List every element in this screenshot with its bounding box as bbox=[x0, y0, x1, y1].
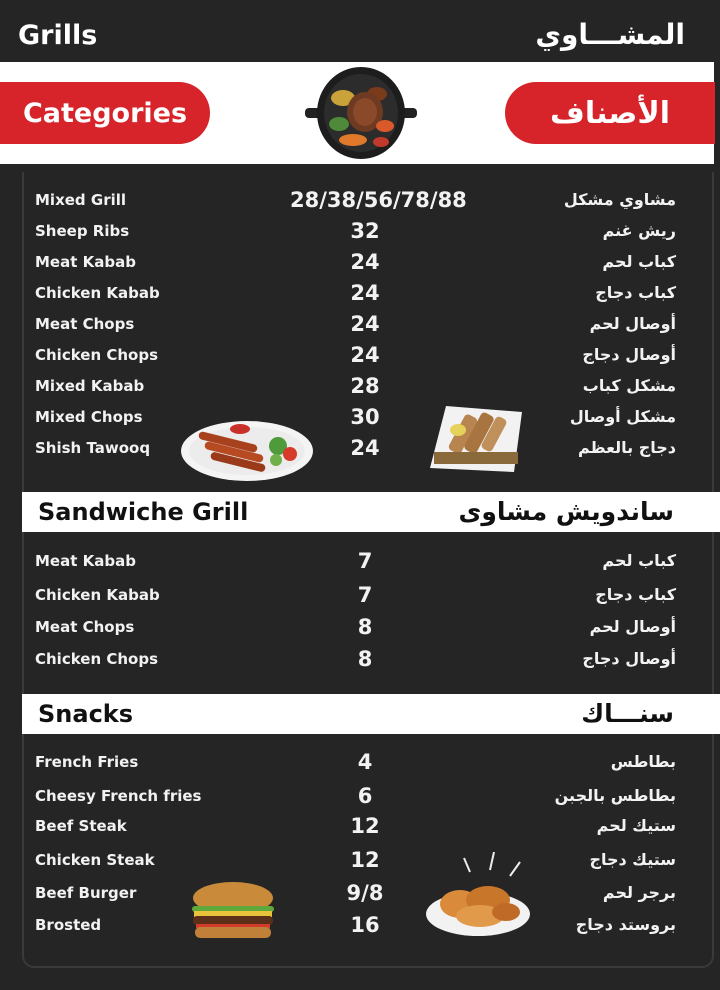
menu-row bbox=[0, 281, 720, 307]
section-title-en: Sandwiche Grill bbox=[38, 498, 249, 526]
item-price: 4 bbox=[357, 750, 373, 774]
menu-row bbox=[0, 615, 720, 641]
kabab-plate-image bbox=[180, 420, 314, 482]
item-name-ar: كباب لحم bbox=[602, 551, 676, 570]
categories-label-ar: الأصناف bbox=[550, 95, 670, 131]
item-price: 7 bbox=[357, 549, 373, 573]
item-name-en: Mixed Kabab bbox=[35, 377, 145, 395]
menu-row bbox=[0, 881, 720, 907]
item-price: 28 bbox=[350, 374, 380, 398]
item-price: 8 bbox=[357, 615, 373, 639]
menu-row bbox=[0, 913, 720, 939]
item-price: 7 bbox=[357, 583, 373, 607]
menu-row bbox=[0, 750, 720, 776]
item-name-en: Mixed Chops bbox=[35, 408, 143, 426]
item-name-en: Chicken Chops bbox=[35, 346, 159, 364]
item-name-ar: دجاج بالعظم bbox=[577, 438, 676, 457]
menu-row bbox=[0, 219, 720, 245]
chicken-skewer-image bbox=[428, 402, 524, 474]
item-name-ar: أوصال لحم bbox=[589, 314, 676, 333]
burger-image bbox=[186, 880, 280, 942]
item-price: 16 bbox=[350, 913, 380, 937]
item-name-ar: مشاوي مشكل bbox=[563, 190, 676, 209]
item-name-en: Meat Kabab bbox=[35, 253, 136, 271]
item-price: 12 bbox=[350, 848, 380, 872]
menu-row bbox=[0, 250, 720, 276]
item-name-ar: مشكل أوصال bbox=[569, 407, 676, 426]
item-name-ar: ريش غنم bbox=[602, 221, 676, 240]
item-name-ar: ستيك لحم bbox=[596, 816, 676, 835]
item-name-en: Chicken Kabab bbox=[35, 586, 160, 604]
menu-row bbox=[0, 784, 720, 810]
item-price: 28/38/56/78/88 bbox=[290, 188, 467, 212]
menu-row bbox=[0, 312, 720, 338]
item-price: 12 bbox=[350, 814, 380, 838]
item-name-ar: أوصال دجاج bbox=[582, 345, 676, 364]
item-name-ar: بطاطس بالجبن bbox=[554, 786, 676, 805]
item-price: 8 bbox=[357, 647, 373, 671]
brosted-image bbox=[424, 852, 532, 938]
item-price: 24 bbox=[350, 343, 380, 367]
item-name-ar: كباب لحم bbox=[602, 252, 676, 271]
menu-row bbox=[0, 814, 720, 840]
item-name-ar: كباب دجاج bbox=[595, 283, 676, 302]
menu-row bbox=[0, 583, 720, 609]
item-price: 6 bbox=[357, 784, 373, 808]
item-name-ar: أوصال دجاج bbox=[582, 649, 676, 668]
item-price: 24 bbox=[350, 250, 380, 274]
menu-row bbox=[0, 374, 720, 400]
item-name-en: Mixed Grill bbox=[35, 191, 127, 209]
item-name-en: Sheep Ribs bbox=[35, 222, 130, 240]
item-name-ar: بروستد دجاج bbox=[575, 915, 676, 934]
item-name-ar: ستيك دجاج bbox=[589, 850, 676, 869]
item-name-en: Cheesy French fries bbox=[35, 787, 202, 805]
menu-row bbox=[0, 549, 720, 575]
item-name-ar: أوصال لحم bbox=[589, 617, 676, 636]
section-title-en: Snacks bbox=[38, 700, 134, 728]
item-name-en: Chicken Kabab bbox=[35, 284, 160, 302]
item-name-en: Beef Burger bbox=[35, 884, 137, 902]
grill-pan-image bbox=[305, 64, 417, 162]
menu-row bbox=[0, 405, 720, 431]
menu-row bbox=[0, 647, 720, 673]
item-name-ar: مشكل كباب bbox=[582, 376, 676, 395]
item-name-en: Shish Tawooq bbox=[35, 439, 151, 457]
categories-button-ar[interactable] bbox=[505, 82, 715, 144]
header-title-en: Grills bbox=[18, 20, 98, 51]
item-price: 9/8 bbox=[346, 881, 384, 905]
item-name-ar: برجر لحم bbox=[602, 883, 676, 902]
section-title-ar: سنـــاك bbox=[581, 699, 674, 728]
item-price: 32 bbox=[350, 219, 380, 243]
item-name-en: Brosted bbox=[35, 916, 102, 934]
item-price: 24 bbox=[350, 436, 380, 460]
item-name-en: Meat Chops bbox=[35, 315, 135, 333]
menu-row bbox=[0, 436, 720, 462]
menu-row bbox=[0, 188, 720, 214]
section-header-sandwich bbox=[22, 492, 720, 532]
header-title-ar: المشـــاوي bbox=[535, 18, 685, 51]
section-title-ar: ساندويش مشاوى bbox=[458, 497, 674, 526]
item-name-en: Beef Steak bbox=[35, 817, 127, 835]
item-name-ar: بطاطس bbox=[610, 752, 676, 771]
item-name-en: Meat Kabab bbox=[35, 552, 136, 570]
categories-button-en[interactable] bbox=[0, 82, 210, 144]
item-name-en: Meat Chops bbox=[35, 618, 135, 636]
item-price: 24 bbox=[350, 312, 380, 336]
item-name-en: French Fries bbox=[35, 753, 139, 771]
item-name-en: Chicken Steak bbox=[35, 851, 155, 869]
item-price: 24 bbox=[350, 281, 380, 305]
item-name-en: Chicken Chops bbox=[35, 650, 159, 668]
item-price: 30 bbox=[350, 405, 380, 429]
categories-label-en: Categories bbox=[22, 97, 188, 129]
menu-row bbox=[0, 848, 720, 874]
menu-row bbox=[0, 343, 720, 369]
item-name-ar: كباب دجاج bbox=[595, 585, 676, 604]
section-header-snacks bbox=[22, 694, 720, 734]
